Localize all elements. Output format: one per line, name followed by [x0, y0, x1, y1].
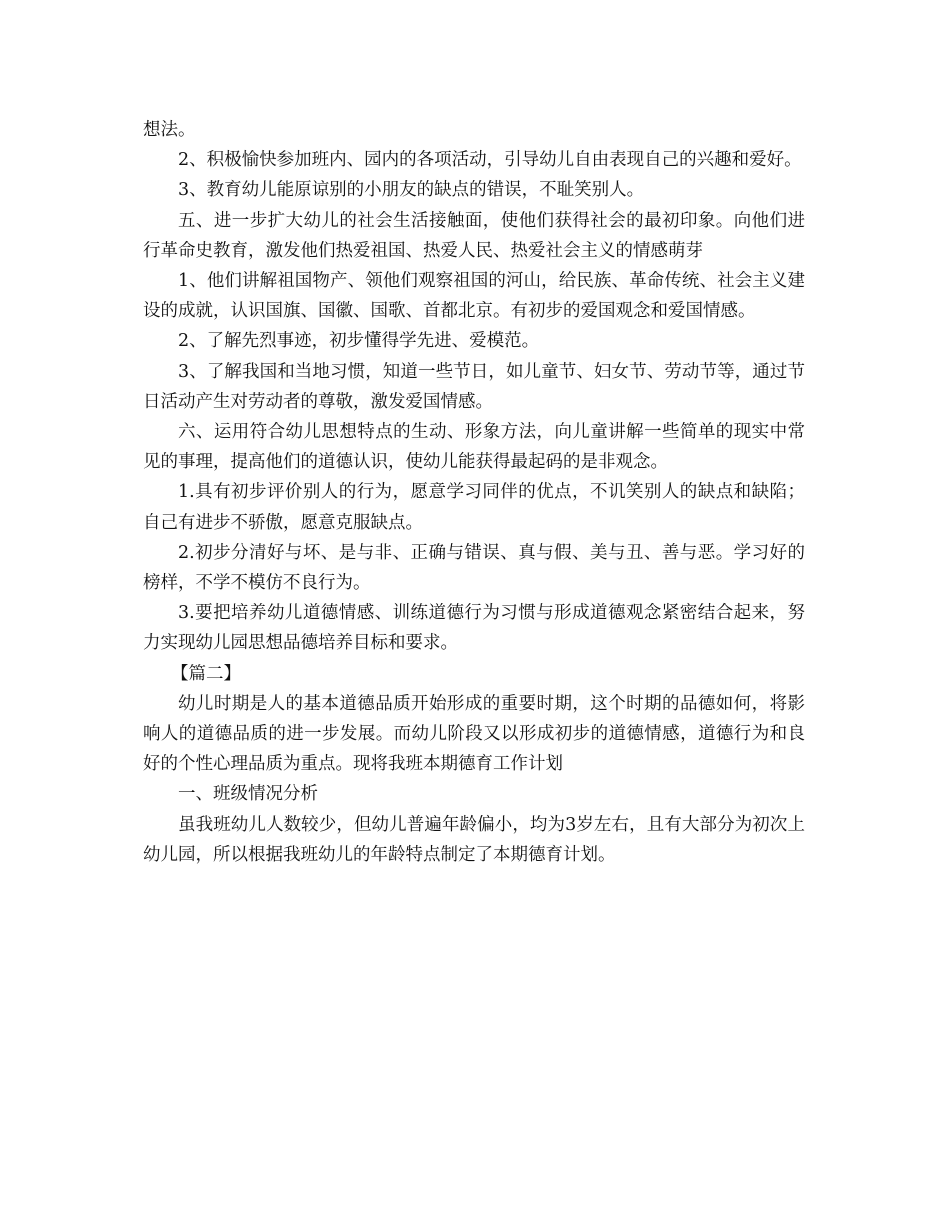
- paragraph-continuation: 想法。: [143, 120, 196, 140]
- paragraph-item-1-motherland: 1、他们讲解祖国物产、领他们观察祖国的河山，给民族、革命传统、社会主义建设的成就，认识国旗、国徽、国歌、首都北京。有初步的爱国观念和爱国情感。: [143, 271, 805, 322]
- paragraph-intro: 幼儿时期是人的基本道德品质开始形成的重要时期，这个时期的品德如何，将影响人的道德品质的进一步发展。而幼儿阶段又以形成初步的道德情感，道德行为和良好的个性心理品质为重点。现将我班本期德育工作计划: [143, 693, 805, 775]
- paragraph-item-1-evaluate: 1.具有初步评价别人的行为，愿意学习同伴的优点，不讥笑别人的缺点和缺陷；自己有进步不骄傲，愿意克服缺点。: [143, 482, 805, 533]
- paragraph-item-3-forgive: 3、教育幼儿能原谅别的小朋友的缺点的错误，不耻笑别人。: [178, 180, 645, 201]
- paragraph-item-2-activities: 2、积极愉快参加班内、园内的各项活动，引导幼儿自由表现自己的兴趣和爱好。: [178, 150, 802, 171]
- document-body: [143, 115, 805, 870]
- paragraph-class-analysis-heading: 一、班级情况分析: [178, 784, 318, 805]
- paragraph-item-3-combine: 3.要把培养幼儿道德情感、训练道德行为习惯与形成道德观念紧密结合起来，努力实现幼儿园思想品德培养目标和要求。: [143, 603, 805, 654]
- paragraph-item-2-distinguish: 2.初步分清好与坏、是与非、正确与错误、真与假、美与丑、善与恶。学习好的榜样，不学不模仿不良行为。: [143, 542, 805, 594]
- paragraph-item-3-festivals: 3、了解我国和当地习惯，知道一些节日，如儿童节、妇女节、劳动节等，通过节日活动产生对劳动者的尊敬，激发爱国情感。: [143, 361, 805, 412]
- paragraph-item-2-martyrs: 2、了解先烈事迹，初步懂得学先进、爱模范。: [178, 331, 540, 352]
- paragraph-class-analysis: 虽我班幼儿人数较少，但幼儿普遍年龄偏小，均为3岁左右，且有大部分为初次上幼儿园，所以根据我班幼儿的年龄特点制定了本期德育计划。: [143, 814, 805, 865]
- paragraph-section-six: 六、运用符合幼儿思想特点的生动、形象方法，向儿童讲解一些简单的现实中常见的事理，提高他们的道德认识，使幼儿能获得最起码的是非观念。: [143, 422, 805, 473]
- section-heading-part-two: 【篇二】: [171, 663, 241, 684]
- paragraph-section-five: 五、进一步扩大幼儿的社会生活接触面，使他们获得社会的最初印象。向他们进行革命史教育，激发他们热爱祖国、热爱人民、热爱社会主义的情感萌芽: [143, 210, 805, 261]
